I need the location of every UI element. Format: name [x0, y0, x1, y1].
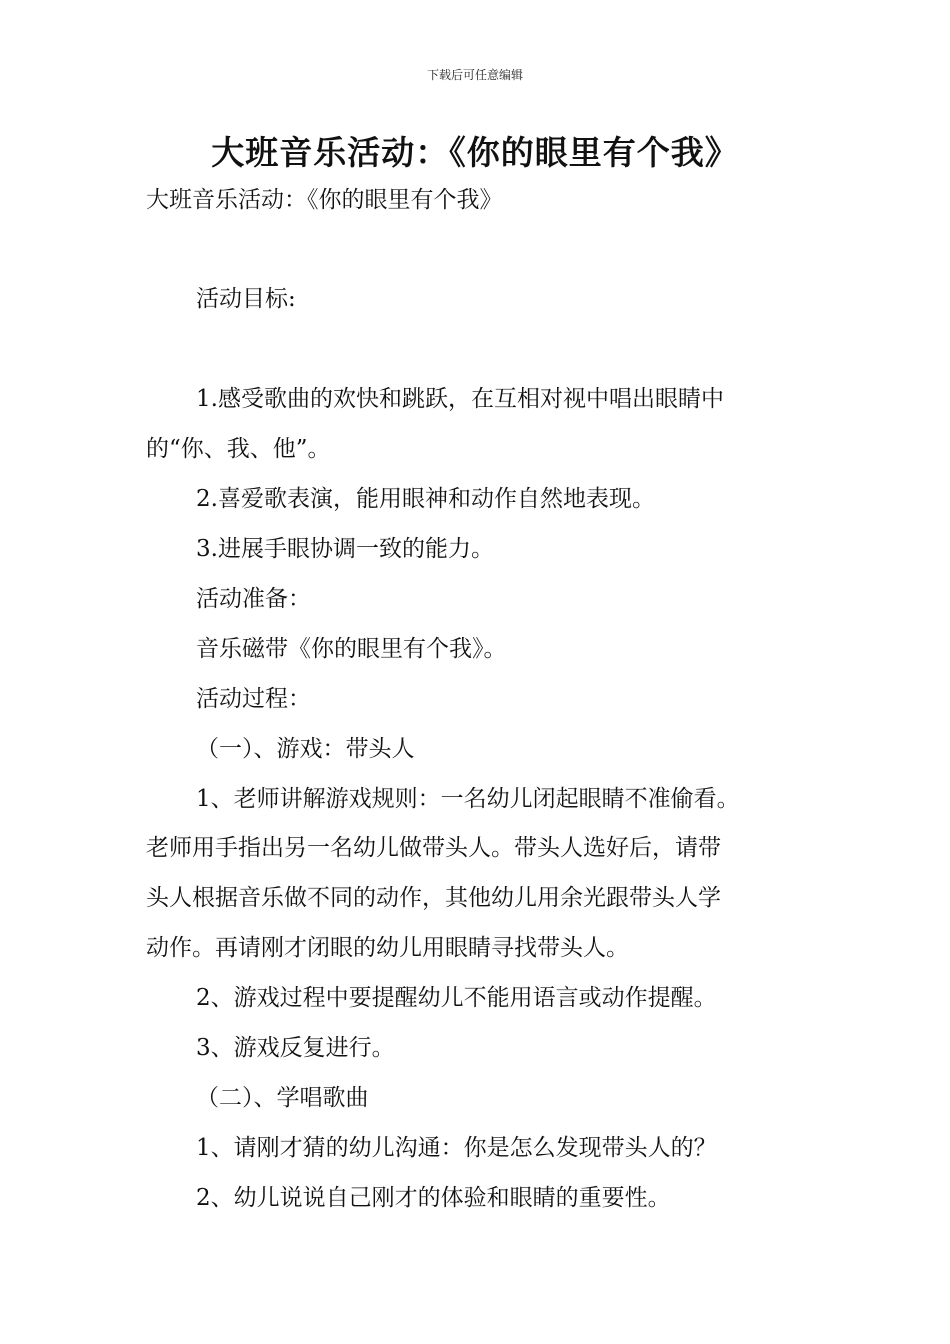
process-part-2-step-2: 2、幼儿说说自己刚才的体验和眼睛的重要性。: [196, 1185, 671, 1211]
process-part-1-heading: （一）、游戏：带头人: [196, 736, 415, 762]
section-heading-goals: 活动目标:: [196, 286, 296, 312]
process-part-2-step-1: 1、请刚才猜的幼儿沟通：你是怎么发现带头人的？: [196, 1135, 717, 1161]
document-title: 大班音乐活动：《你的眼里有个我》: [211, 133, 739, 172]
page-header-note: 下载后可任意编辑: [426, 68, 523, 82]
section-heading-process: 活动过程：: [196, 686, 311, 712]
process-step-1-continued-c: 动作。再请刚才闭眼的幼儿用眼睛寻找带头人。: [146, 935, 629, 961]
subtitle-line: 大班音乐活动：《你的眼里有个我》: [146, 187, 503, 213]
process-part-2-heading: （二）、学唱歌曲: [196, 1085, 369, 1111]
section-heading-preparation: 活动准备：: [196, 586, 311, 612]
goal-item-3: 3.进展手眼协调一致的能力。: [196, 536, 494, 562]
goal-item-1: 1.感受歌曲的欢快和跳跃，在互相对视中唱出眼睛中: [196, 386, 724, 412]
goal-item-2: 2.喜爱歌表演，能用眼神和动作自然地表现。: [196, 486, 655, 512]
process-step-2: 2、游戏过程中要提醒幼儿不能用语言或动作提醒。: [196, 985, 717, 1011]
goal-item-1-continued: 的“你、我、他”。: [146, 436, 331, 462]
process-step-1-continued-b: 头人根据音乐做不同的动作，其他幼儿用余光跟带头人学: [146, 885, 721, 911]
process-step-1-continued-a: 老师用手指出另一名幼儿做带头人。带头人选好后，请带: [146, 835, 721, 861]
process-step-1: 1、老师讲解游戏规则：一名幼儿闭起眼睛不准偷看。: [196, 786, 740, 812]
process-step-3: 3、游戏反复进行。: [196, 1035, 395, 1061]
preparation-text: 音乐磁带《你的眼里有个我》。: [196, 636, 507, 662]
